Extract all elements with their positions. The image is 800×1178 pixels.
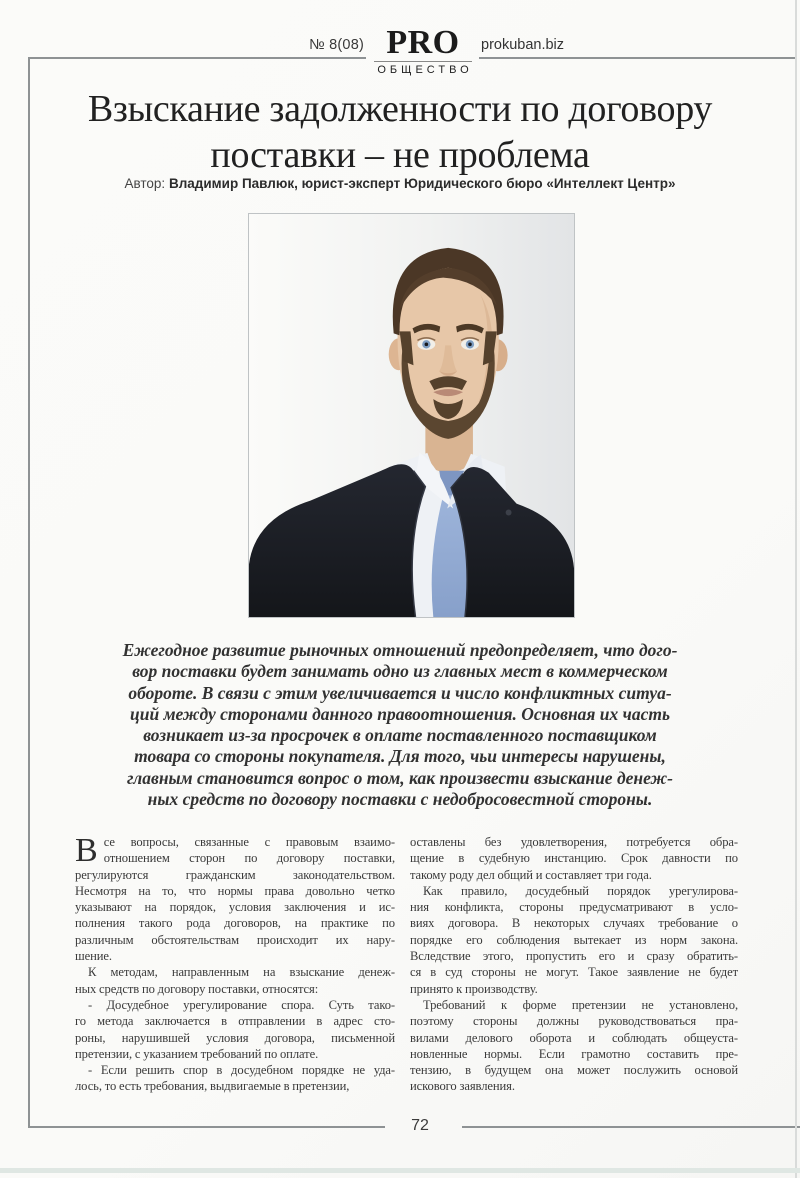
text-line: ных средств по договору поставки, относятся:: [75, 981, 319, 996]
text-line: щение в судебную инстанцию. Срок давности по: [410, 851, 738, 866]
logo-pro-text: PRO: [386, 24, 460, 61]
frame-top-right-line: [479, 57, 797, 59]
text-line: претензии, с указанием требований по оплате.: [75, 1046, 319, 1061]
text-line: ных средств по договору поставки с недобросовестной стороны.: [147, 789, 653, 810]
site-url: prokuban.biz: [481, 37, 565, 53]
text-line: роны, нарушившей условия договора, письменной: [75, 1030, 395, 1045]
frame-bottom-right-line: [462, 1126, 800, 1128]
text-line: се вопросы, связанные с правовым взаимо-: [103, 835, 395, 849]
text-line: такому роду дел общий и составляет три года.: [410, 867, 652, 882]
text-line: полнения такого рода договоров, на практике по: [75, 916, 395, 931]
text-line: поэтому стороны должны руководствоваться пра-: [410, 1014, 738, 1029]
text-line: ций между сторонами данного правоотношения. Основная их часть: [130, 703, 670, 724]
text-line: вор поставки будет занимать одно из главных мест в коммерческом: [132, 661, 668, 682]
text-line: - Если решить спор в досудебном порядке не уда-: [88, 1063, 395, 1078]
dropcap: В: [75, 832, 98, 869]
text-line: шение.: [75, 949, 112, 964]
author-line: [40, 175, 760, 193]
text-line: возникает из-за просрочек в оплате поставленного поставщиком: [143, 725, 657, 746]
text-line: ния конфликта, стороны предусматривают в усло-: [410, 900, 738, 915]
text-line: указывают на порядок, условия заключения и ис-: [75, 900, 395, 915]
text-line: Несмотря на то, что нормы права довольно четко: [75, 883, 395, 898]
text-line: обороте. В связи с этим увеличивается и число конфликтных ситуа-: [128, 682, 672, 703]
portrait-illustration: [249, 214, 574, 617]
author-prefix: Автор:: [124, 176, 166, 191]
text-line: ся в суд стороны не могут. Такое заявление не будет: [410, 965, 738, 980]
text-line: - Досудебное урегулирование спора. Суть тако-: [88, 997, 395, 1012]
text-line: вилами делового оборота и соблюдать общеуста-: [410, 1030, 738, 1045]
text-line: искового заявления.: [410, 1079, 515, 1094]
author-name: Владимир Павлюк, юрист-эксперт Юридического бюро «Интеллект Центр»: [168, 176, 676, 191]
text-line: различным обстоятельствам происходит их нару-: [75, 932, 395, 947]
text-line: Как правило, досудебный порядок урегулирова-: [423, 883, 738, 898]
scan-edge-right: [795, 0, 797, 1178]
text-line: Взыскание задолженности по договору: [87, 88, 713, 130]
column-right: [410, 834, 738, 1095]
text-line: тензию, в будущем она может послужить основой: [410, 1063, 738, 1078]
issue-number: № 8(08): [309, 37, 364, 53]
text-line: Требований к форме претензии не установлено,: [423, 997, 738, 1012]
text-line: принято к производству.: [410, 981, 538, 996]
frame-left-line: [28, 57, 30, 1127]
text-line: главным становится вопрос о том, как произвести взыскание денеж-: [127, 767, 673, 788]
text-line: отношением сторон по договору поставки,: [103, 851, 395, 866]
frame-top-left-line: [28, 57, 366, 59]
text-line: Ежегодное развитие рыночных отношений предопределяет, что дого-: [122, 640, 678, 660]
text-line: лось, то есть требования, выдвигаемые в претензии,: [75, 1079, 350, 1094]
text-line: товара со стороны покупателя. Для того, чьи интересы нарушены,: [134, 746, 666, 767]
author-photo: [248, 213, 575, 618]
text-line: К методам, направленным на взыскание денеж-: [88, 965, 395, 980]
text-line: поставки – не проблема: [210, 134, 590, 176]
text-line: регулируются гражданским законодательством.: [75, 867, 395, 882]
text-line: го метода заключается в отправлении в адрес сто-: [75, 1014, 395, 1029]
text-line: виях договора. В некоторых случаях требование о: [410, 916, 738, 931]
text-line: новленные нормы. Если грамотно составить пре-: [410, 1046, 738, 1061]
article-title: [40, 86, 760, 178]
column-left: [75, 834, 395, 1095]
scan-edge-bottom: [0, 1168, 800, 1173]
logo-society-text: ОБЩЕСТВО: [377, 64, 473, 76]
magazine-logo: [366, 26, 480, 76]
text-line: Вследствие этого, пропустить его и сразу обратить-: [410, 949, 738, 964]
page-number: 72: [411, 1117, 429, 1134]
logo-divider: [374, 61, 472, 62]
text-line: порядке его соблюдения вытекает из норм закона.: [410, 932, 738, 947]
lead-paragraph: [69, 640, 731, 810]
frame-bottom-left-line: [28, 1126, 385, 1128]
text-line: оставлены без удовлетворения, потребуется обра-: [410, 835, 738, 849]
